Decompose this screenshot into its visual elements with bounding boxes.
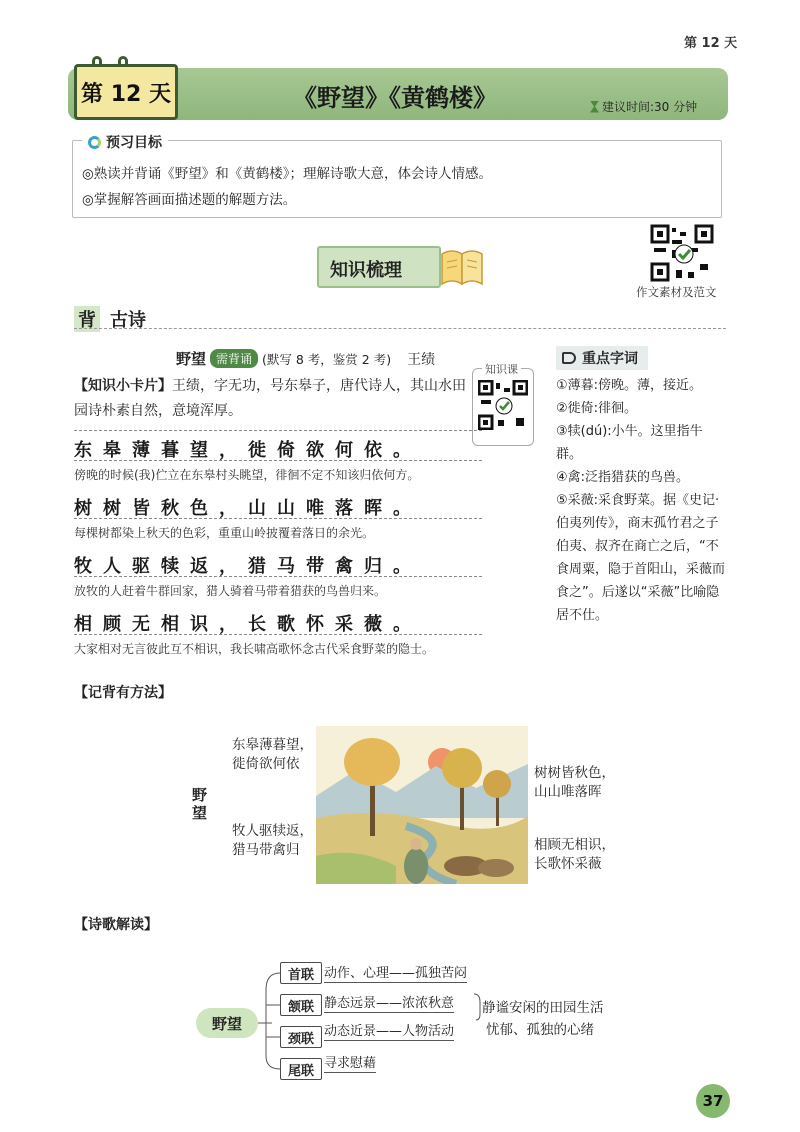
method-line: 徙倚欲何依 <box>232 756 300 772</box>
mind-map-node: 颔联 <box>280 994 322 1016</box>
mind-map-node: 首联 <box>280 962 322 984</box>
method-line: 东皋薄暮望， <box>232 737 313 753</box>
keyword-item: ④禽:泛指猎获的鸟兽。 <box>556 470 690 485</box>
poem-author: 王绩 <box>407 351 436 368</box>
method-line: 山山唯落晖 <box>534 784 602 800</box>
poem-translation: 傍晚的时候(我)伫立在东皋村头眺望，徘徊不定不知该归依何方。 <box>74 468 420 482</box>
keyword-item: ②徙倚:徘徊。 <box>556 401 638 416</box>
knowledge-card-text: 王绩，字无功，号东皋子，唐代诗人，其山水田园诗朴素自然，意境浑厚。 <box>74 378 466 419</box>
reading-title: 【诗歌解读】 <box>74 917 158 933</box>
keyword-item: ③犊(dú):小牛。这里指牛群。 <box>556 424 703 462</box>
method-line: 相顾无相识， <box>534 837 615 853</box>
recite-badge: 需背诵 <box>210 349 258 368</box>
poem-translation: 每棵树都染上秋天的色彩，重重山岭披覆着落日的余光。 <box>74 526 375 540</box>
knowledge-lesson-label: 知识课 <box>482 361 521 377</box>
mind-map-text: 动作、心理——孤独苦闷 <box>324 962 467 983</box>
exam-frequency: (默写 8 考，鉴赏 2 考) <box>262 351 392 367</box>
day-label: 第 12 天 <box>684 36 738 51</box>
knowledge-card-label: 【知识小卡片】 <box>74 378 172 394</box>
poem-title: 野望 <box>176 350 207 368</box>
page-number: 37 <box>696 1084 730 1118</box>
method-line: 树树皆秋色， <box>534 765 615 781</box>
mind-map-text: 静态远景——浓浓秋意 <box>324 992 454 1013</box>
mind-map-node: 颈联 <box>280 1026 322 1048</box>
goal-item: ◎熟读并背诵《野望》和《黄鹤楼》；理解诗歌大意，体会诗人情感。 <box>82 166 493 182</box>
goals-heading-text: 预习目标 <box>106 135 162 151</box>
mind-map-conclusion: 忧郁、孤独的心绪 <box>486 1022 594 1038</box>
method-line: 猎马带禽归 <box>232 842 300 858</box>
keyword-item: ①薄暮:傍晚。薄，接近。 <box>556 378 703 393</box>
mind-map-root: 野望 <box>196 1008 258 1038</box>
method-line: 长歌怀采薇 <box>534 856 602 872</box>
qr-caption: 作文素材及范文 <box>636 285 717 299</box>
method-title: 【记背有方法】 <box>74 685 172 701</box>
mind-map-text: 动态近景——人物活动 <box>324 1020 454 1041</box>
poem-translation: 放牧的人赶着牛群回家，猎人骑着马带着猎获的鸟兽归来。 <box>74 584 387 598</box>
poem-line: 东皋薄暮望，徙倚欲何依。 <box>74 440 422 461</box>
day-tab: 第 12 天 <box>74 64 178 120</box>
mind-map-text: 寻求慰藉 <box>324 1052 376 1073</box>
mind-map-conclusion: 静谧安闲的田园生活 <box>482 1000 604 1016</box>
mind-map-node: 尾联 <box>280 1058 322 1080</box>
method-center-label: 野望 <box>192 786 208 822</box>
poem-translation: 大家相对无言彼此互不相识，我长啸高歌怀念古代采食野菜的隐士。 <box>74 642 435 656</box>
poem-line: 相顾无相识，长歌怀采薇。 <box>74 614 422 635</box>
section-bei: 背 <box>74 306 100 332</box>
poem-line: 树树皆秋色，山山唯落晖。 <box>74 498 422 519</box>
goal-item: ◎掌握解答画面描述题的解题方法。 <box>82 192 297 208</box>
section-title-text: 古诗 <box>110 310 146 331</box>
suggested-time-text: 建议时间:30 分钟 <box>602 100 698 114</box>
keyword-item: ⑤采薇:采食野菜。据《史记·伯夷列传》，商末孤竹君之子伯夷、叔齐在商亡之后，“不食周粟，隐于首阳山，采薇而食之”。后遂以“采薇”比喻隐居不仕。 <box>556 493 726 623</box>
poem-line: 牧人驱犊返，猎马带禽归。 <box>74 556 422 577</box>
page-title: 《野望》《黄鹤楼》 <box>293 83 497 112</box>
method-line: 牧人驱犊返， <box>232 823 313 839</box>
section-banner-label: 知识梳理 <box>330 260 402 281</box>
keywords-heading-text: 重点字词 <box>582 351 638 367</box>
